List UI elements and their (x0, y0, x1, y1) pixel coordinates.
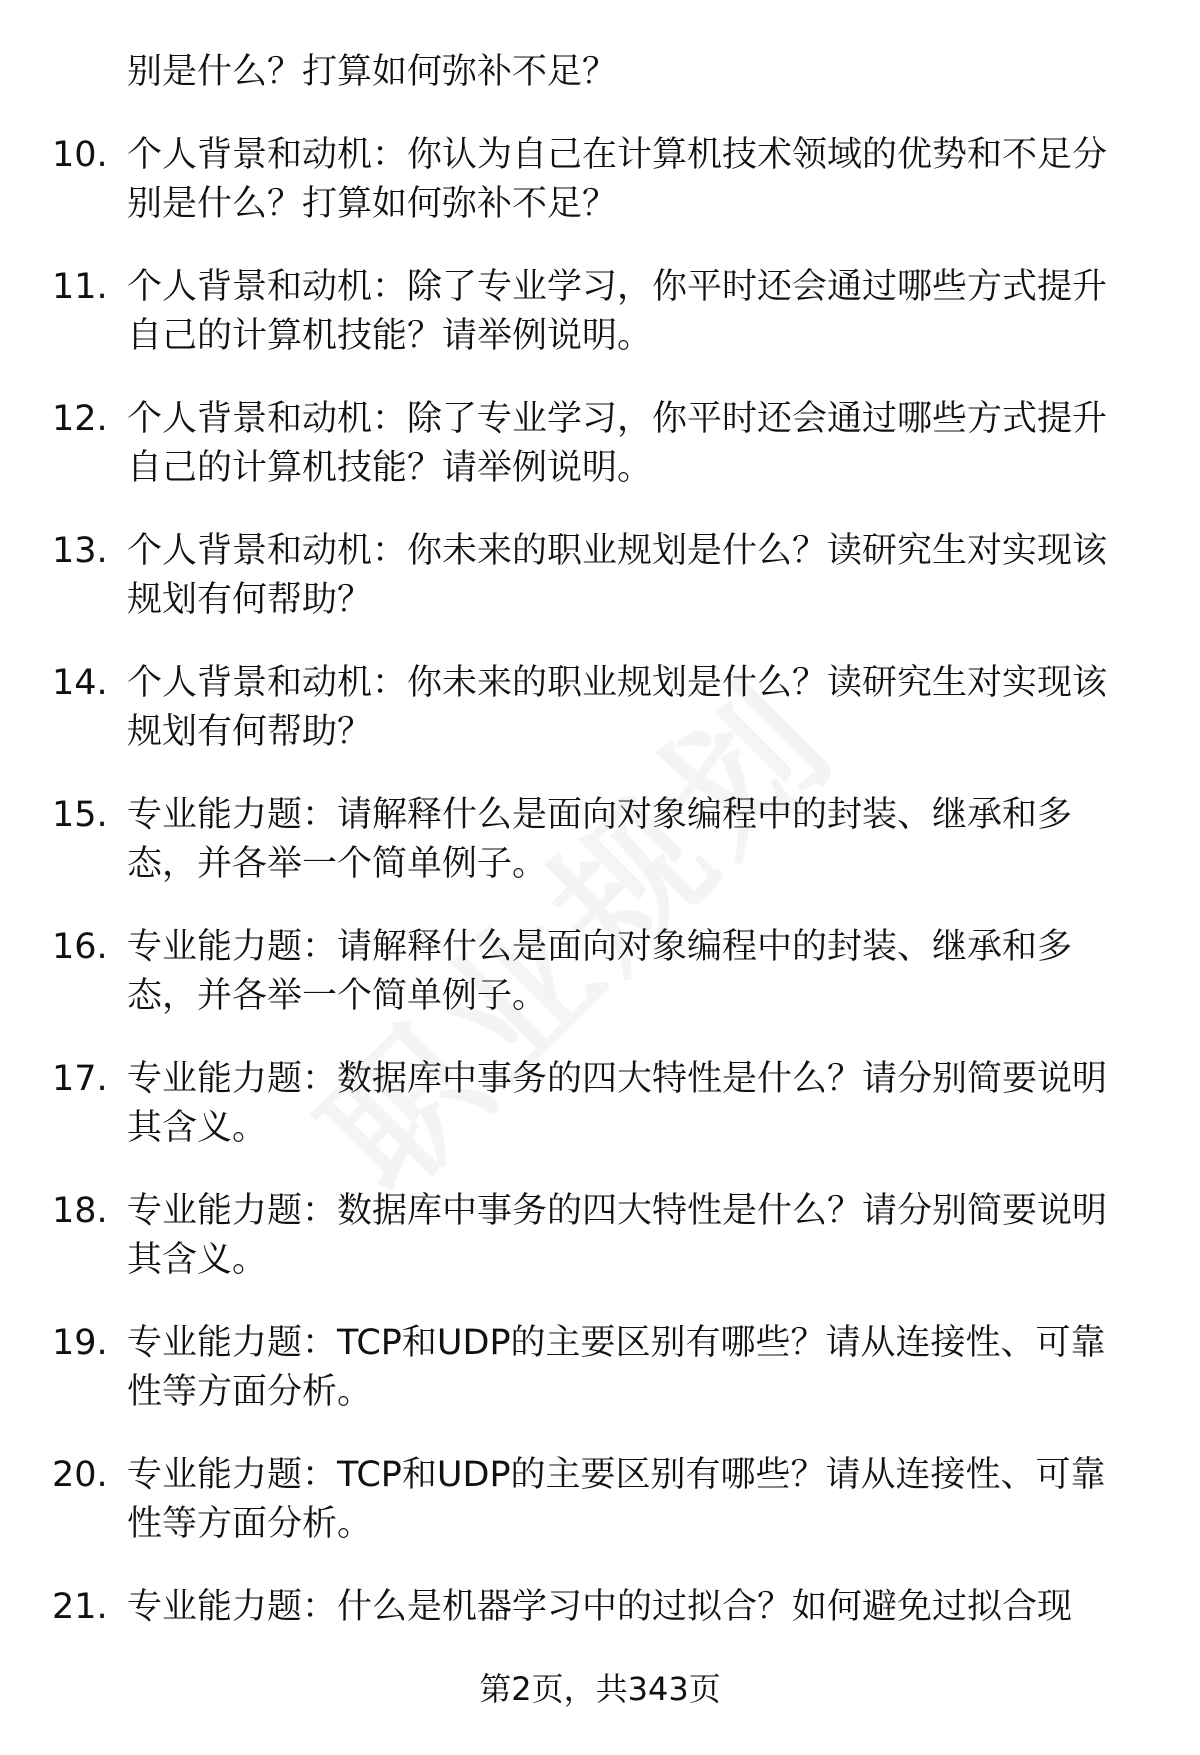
item-number: 21. (52, 1587, 108, 1627)
item-text-line: 其含义。 (127, 1240, 268, 1280)
item-number: 15. (52, 795, 108, 835)
item-text-line: 别是什么？打算如何弥补不足？ (127, 184, 618, 224)
item-text-line: 专业能力题：数据库中事务的四大特性是什么？请分别简要说明 (127, 1191, 1108, 1231)
item-text-line: 其含义。 (127, 1108, 268, 1148)
list-item (0, 131, 1200, 229)
item-text-line: 个人背景和动机：你未来的职业规划是什么？读研究生对实现该 (127, 531, 1108, 571)
item-text-line: 专业能力题：请解释什么是面向对象编程中的封装、继承和多 (127, 927, 1073, 967)
item-number: 14. (52, 663, 108, 703)
item-text-line: 专业能力题：数据库中事务的四大特性是什么？请分别简要说明 (127, 1059, 1108, 1099)
list-item (0, 263, 1200, 361)
item-text-line: 自己的计算机技能？请举例说明。 (127, 448, 653, 488)
page-footer: 第2页，共343页 (479, 1670, 721, 1708)
item-text-line: 专业能力题：TCP和UDP的主要区别有哪些？请从连接性、可靠 (127, 1455, 1106, 1495)
continuation-line: 别是什么？打算如何弥补不足？ (127, 52, 618, 92)
item-number: 10. (52, 135, 108, 175)
item-number: 12. (52, 399, 108, 439)
item-text-line: 性等方面分析。 (127, 1504, 373, 1544)
item-text-line: 个人背景和动机：你认为自己在计算机技术领域的优势和不足分 (127, 135, 1108, 175)
item-text-line: 个人背景和动机：你未来的职业规划是什么？读研究生对实现该 (127, 663, 1108, 703)
list-item (0, 1319, 1200, 1417)
item-text-line: 专业能力题：TCP和UDP的主要区别有哪些？请从连接性、可靠 (127, 1323, 1106, 1363)
question-list (0, 48, 1200, 1666)
item-number: 20. (52, 1455, 108, 1495)
list-item (0, 791, 1200, 889)
item-text-line: 专业能力题：什么是机器学习中的过拟合？如何避免过拟合现 (127, 1587, 1073, 1627)
list-item (0, 527, 1200, 625)
item-text-line: 专业能力题：请解释什么是面向对象编程中的封装、继承和多 (127, 795, 1073, 835)
list-item (0, 1451, 1200, 1549)
item-text-line: 自己的计算机技能？请举例说明。 (127, 316, 653, 356)
item-number: 18. (52, 1191, 108, 1231)
item-number: 19. (52, 1323, 108, 1363)
item-number: 16. (52, 927, 108, 967)
item-text-line: 态，并各举一个简单例子。 (127, 844, 548, 884)
item-text-line: 规划有何帮助？ (127, 712, 373, 752)
list-item (0, 1055, 1200, 1153)
item-number: 13. (52, 531, 108, 571)
list-item (0, 1187, 1200, 1285)
list-item (0, 1583, 1200, 1632)
item-number: 11. (52, 267, 108, 307)
item-text-line: 性等方面分析。 (127, 1372, 373, 1412)
item-text-line: 规划有何帮助？ (127, 580, 373, 620)
list-item (0, 923, 1200, 1021)
item-text-line: 态，并各举一个简单例子。 (127, 976, 548, 1016)
item-text-line: 个人背景和动机：除了专业学习，你平时还会通过哪些方式提升 (127, 267, 1108, 307)
list-item (0, 659, 1200, 757)
item-number: 17. (52, 1059, 108, 1099)
list-item (0, 395, 1200, 493)
item-text-line: 个人背景和动机：除了专业学习，你平时还会通过哪些方式提升 (127, 399, 1108, 439)
